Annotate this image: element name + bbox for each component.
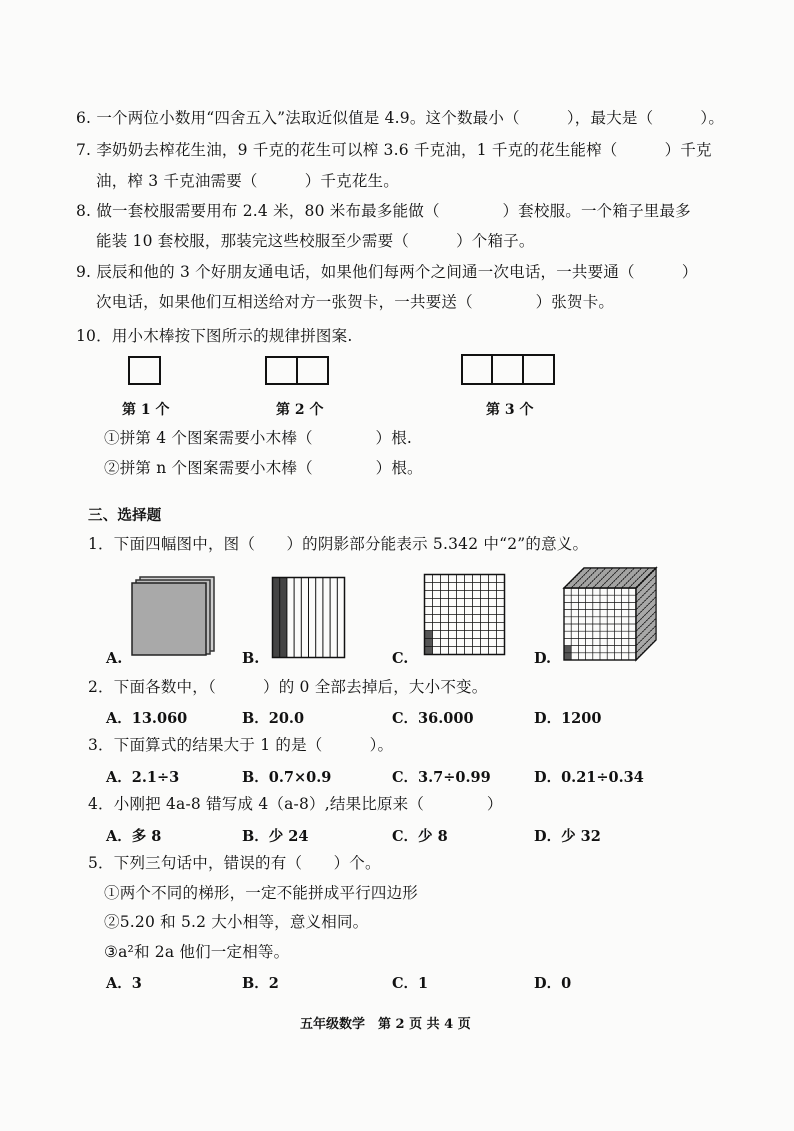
pattern-3-caption: 第 3 个 [486,402,534,418]
c4-option-a: A．多 8 [106,828,162,845]
c5-text: 5．下列三句话中，错误的有（ ）个。 [88,854,381,872]
c5-statement-2: ②5.20 和 5.2 大小相等，意义相同。 [104,913,369,931]
pattern-2-figure [265,356,329,386]
q8-text-line1: 8. 做一套校服需要用布 2.4 米，80 米布最多能做（ ）套校服。一个箱子里最多 [76,202,691,220]
q7-text-line1: 7. 李奶奶去榨花生油，9 千克的花生可以榨 3.6 千克油，1 千克的花生能榨（ ）千克 [76,141,712,159]
pattern-3-figure [461,354,555,386]
c3-option-d: D．0.21÷0.34 [534,769,644,786]
c2-option-b: B．20.0 [242,710,305,727]
q9-text-line2: 次电话，如果他们互相送给对方一张贺卡，一共要送（ ）张贺卡。 [96,293,615,311]
pattern-2-caption: 第 2 个 [276,402,324,418]
c5-option-b: B．2 [242,975,279,992]
c4-option-b: B．少 24 [242,828,309,845]
c5-statement-1: ①两个不同的梯形，一定不能拼成平行四边形 [104,884,419,902]
c5-option-a: A．3 [106,975,142,992]
c3-option-a: A．2.1÷3 [106,769,180,786]
c3-option-b: B．0.7×0.9 [242,769,332,786]
c1-option-c: C. [392,650,409,667]
q9-text-line1: 9. 辰辰和他的 3 个好朋友通电话，如果他们每两个之间通一次电话，一共要通（ ） [76,263,698,281]
q7-text-line2: 油，榨 3 千克油需要（ ）千克花生。 [96,172,399,190]
figure-d-cube [562,566,658,654]
section-heading: 三、选择题 [88,507,162,524]
c4-option-c: C．少 8 [392,828,448,845]
pattern-1-figure [128,356,162,386]
c1-option-a: A. [106,650,123,667]
c5-option-d: D．0 [534,975,572,992]
figure-a-shaded-square [132,577,218,657]
c1-option-b: B. [242,650,260,667]
figure-b-strips [272,577,346,659]
c2-text: 2．下面各数中，（ ）的 0 全部去掉后，大小不变。 [88,678,488,696]
q6-text: 6. 一个两位小数用“四舍五入”法取近似值是 4.9。这个数最小（ ），最大是（ ）。 [76,109,725,127]
c5-option-c: C．1 [392,975,429,992]
pattern-1-caption: 第 1 个 [122,402,170,418]
c1-option-d: D. [534,650,552,667]
c4-text: 4．小刚把 4a-8 错写成 4（a-8）,结果比原来（ ） [88,795,503,813]
q10-text: 10．用小木棒按下图所示的规律拼图案. [76,327,353,345]
q10-part-a: ①拼第 4 个图案需要小木棒（ ）根. [104,429,413,447]
c2-option-d: D．1200 [534,710,602,727]
c4-option-d: D．少 32 [534,828,601,845]
figure-c-grid [424,574,506,658]
c5-statement-3: ③a²和 2a 他们一定相等。 [104,943,290,961]
c2-option-a: A．13.060 [106,710,188,727]
c1-text: 1．下面四幅图中，图（ ）的阴影部分能表示 5.342 中“2”的意义。 [88,535,589,553]
q10-part-b: ②拼第 n 个图案需要小木棒（ ）根。 [104,459,423,477]
c2-option-c: C．36.000 [392,710,474,727]
q8-text-line2: 能装 10 套校服，那装完这些校服至少需要（ ）个箱子。 [96,232,535,250]
c3-text: 3．下面算式的结果大于 1 的是（ ）。 [88,736,394,754]
c3-option-c: C．3.7÷0.99 [392,769,491,786]
page-footer: 五年级数学 第 2 页 共 4 页 [300,1017,471,1032]
